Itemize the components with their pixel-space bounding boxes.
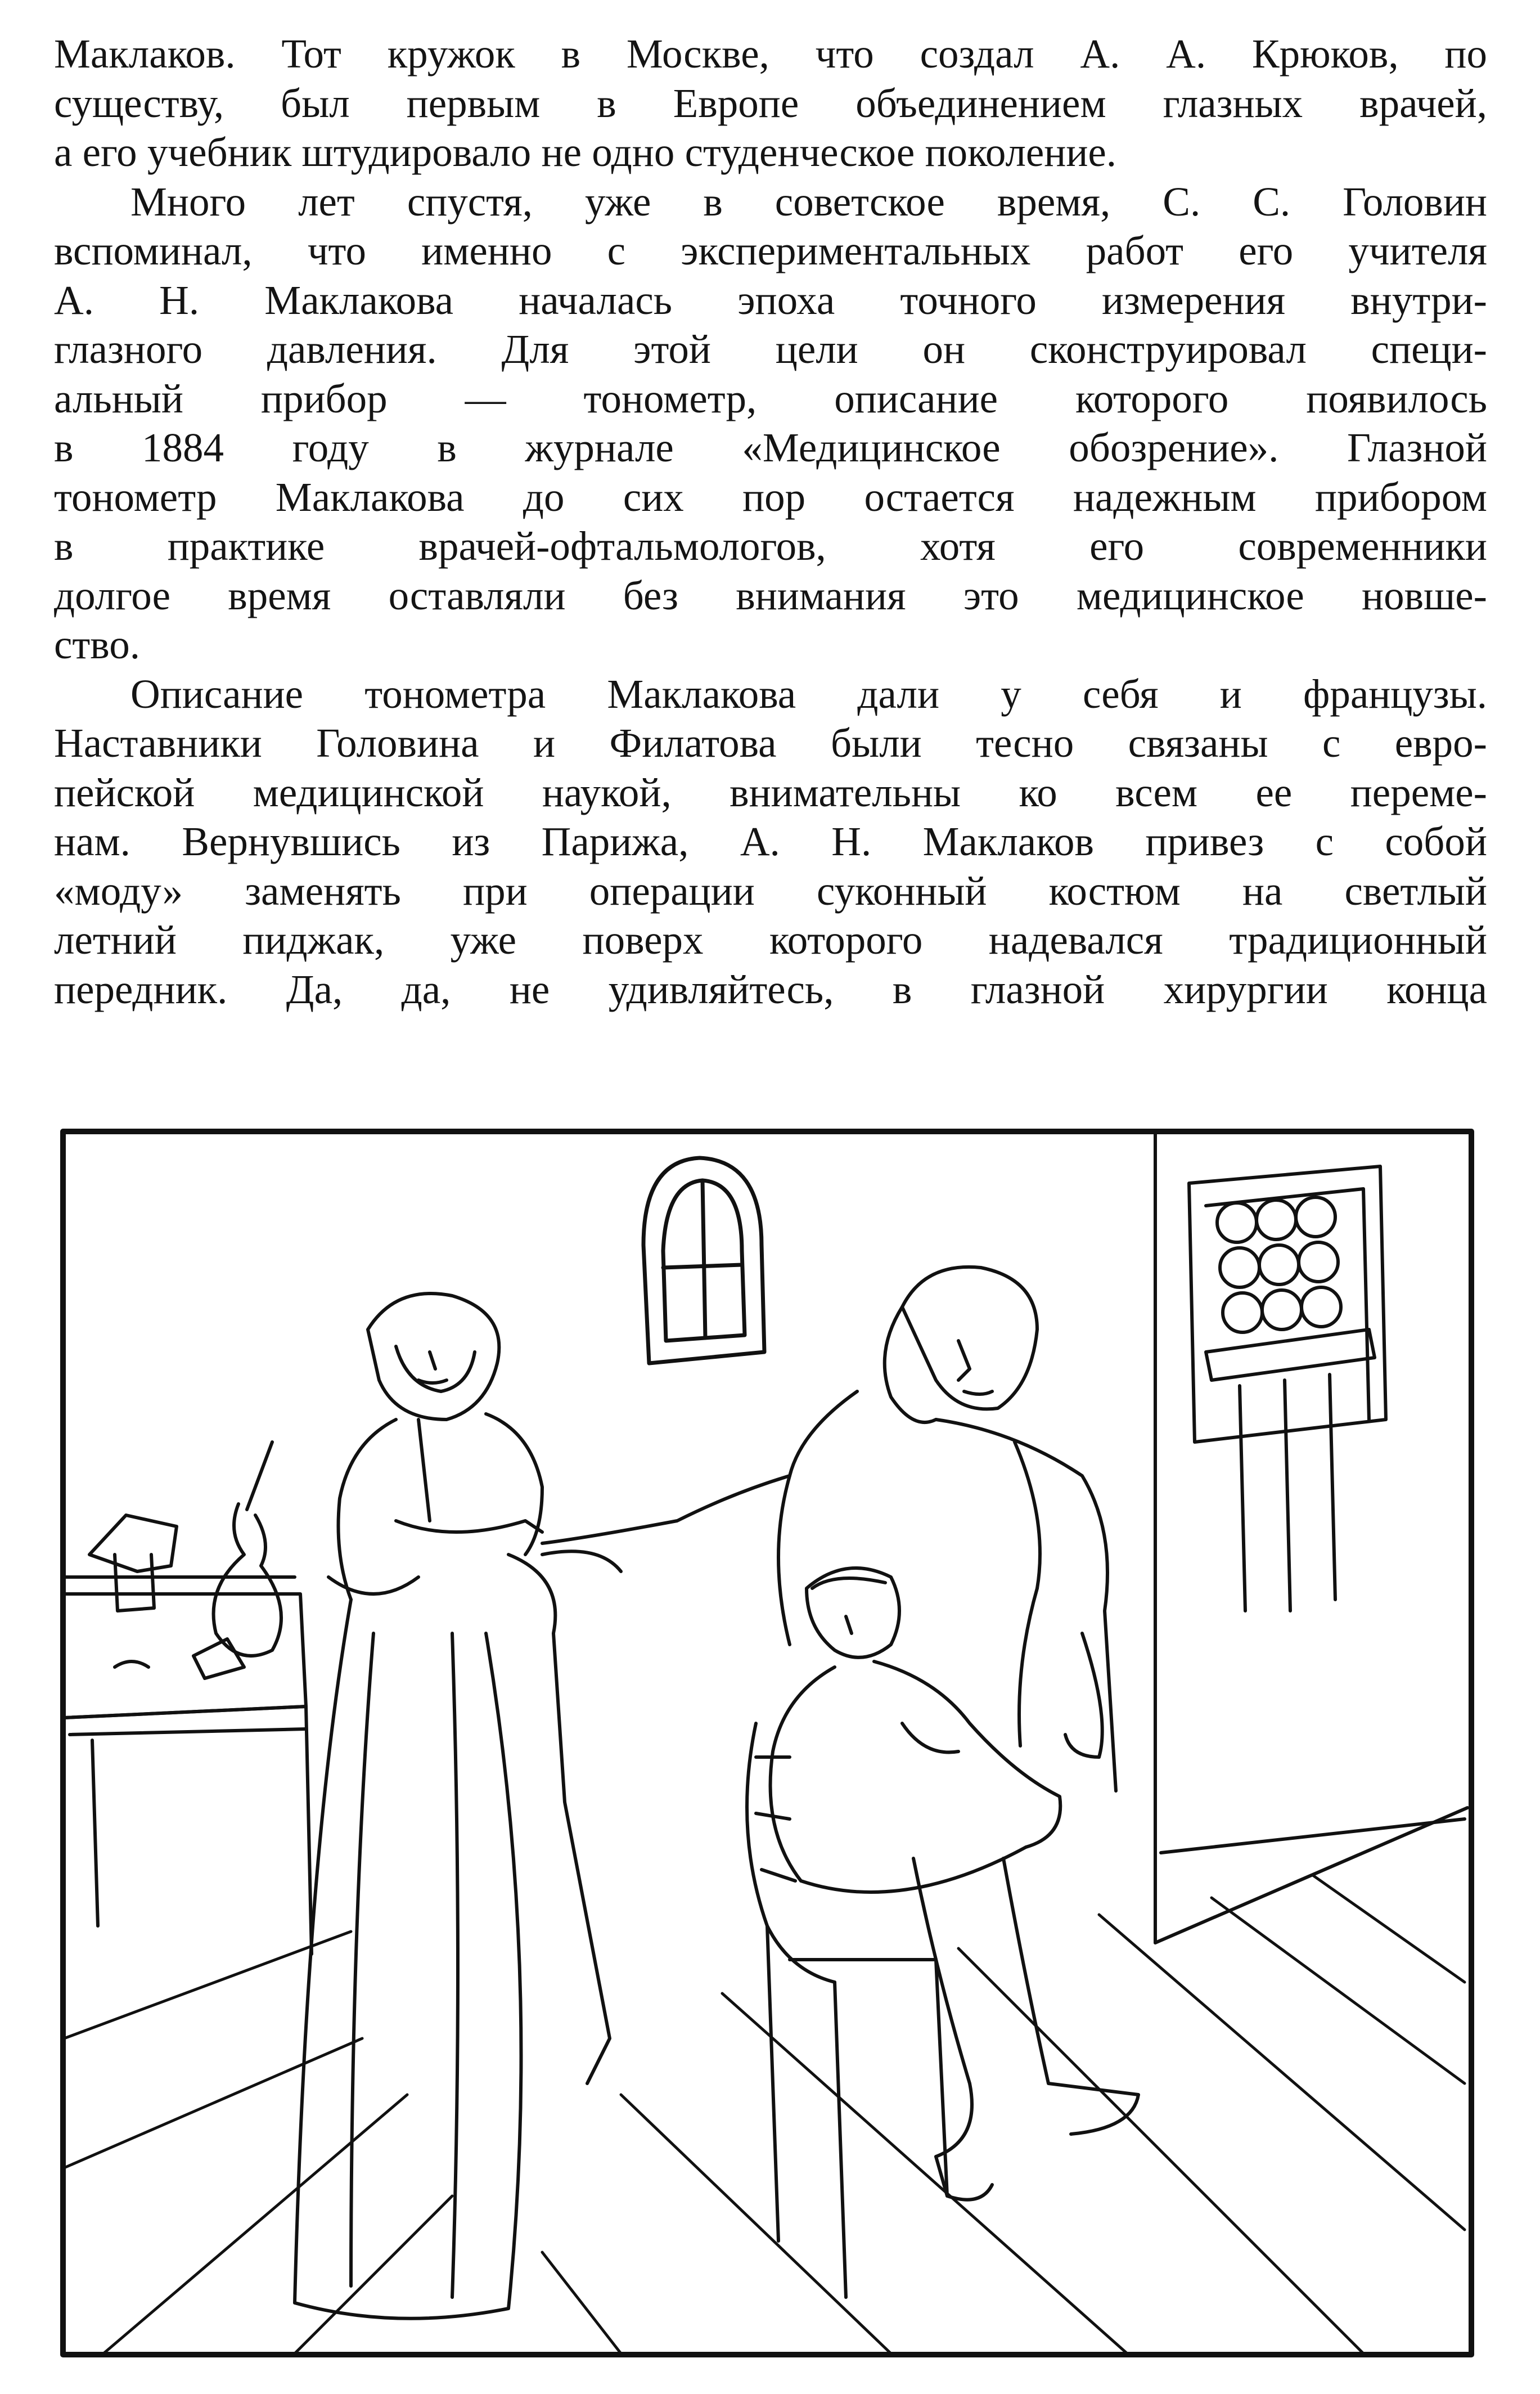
text-line: Маклаков. Тот кружок в Москве, что создал А. А. Крюков, по: [54, 31, 1487, 77]
table-objects: [89, 1442, 281, 1678]
text-line: альный прибор — тонометр, описание которого появилось: [54, 375, 1487, 421]
text-line: летний пиджак, уже поверх которого надевался традиционный: [54, 917, 1487, 963]
room-walls: [64, 1131, 1467, 1943]
text-line: передник. Да, да, не удивляйтесь, в глазной хирургии конца: [54, 966, 1487, 1012]
paragraph-1: [54, 29, 1487, 177]
illustration-frame: [63, 1131, 1471, 2355]
text-line: глазного давления. Для этой цели он сконструировал специ-: [54, 326, 1487, 372]
paragraph-3: [54, 670, 1487, 1014]
text-line: долгое время оставляли без внимания это медицинское новше-: [54, 572, 1487, 618]
text-line: а его учебник штудировало не одно студенческое поколение.: [54, 129, 1117, 175]
doctor-figure: [542, 1267, 1116, 1791]
text-line: Описание тонометра Маклакова дали у себя и французы.: [130, 671, 1487, 717]
arched-window: [643, 1158, 764, 1363]
chair: [747, 1723, 947, 2297]
text-line: вспоминал, что именно с экспериментальных работ его учителя: [54, 228, 1487, 273]
text-line: Много лет спустя, уже в советское время, С. С. Головин: [130, 178, 1487, 224]
text-line: в 1884 году в журнале «Медицинское обозрение». Глазной: [54, 425, 1487, 470]
body-text: [54, 29, 1487, 1014]
text-line: тонометр Маклакова до сих пор остается надежным прибором: [54, 474, 1487, 520]
text-line: пейской медицинской наукой, внимательны ко всем ее переме-: [54, 769, 1487, 815]
text-line: в практике врачей-офтальмологов, хотя его современники: [54, 523, 1487, 569]
illustration-drawing: [58, 1127, 1476, 2359]
text-line: нам. Вернувшись из Парижа, А. Н. Маклаков привез с собой: [54, 819, 1487, 864]
illustration: [58, 1127, 1476, 2359]
seated-boy-figure: [771, 1568, 1138, 2200]
text-line: «моду» заменять при операции суконный костюм на светлый: [54, 868, 1487, 914]
paragraph-2: [54, 177, 1487, 670]
text-line: А. Н. Маклакова началась эпоха точного измерения внутри-: [54, 277, 1487, 323]
text-line: Наставники Головина и Филатова были тесно связаны с евро-: [54, 720, 1487, 766]
leaded-window: [1189, 1166, 1386, 1611]
text-line: существу, был первым в Европе объединением глазных врачей,: [54, 80, 1487, 126]
floor-boards: [64, 1875, 1465, 2353]
text-line: ство.: [54, 622, 141, 667]
woman-figure: [295, 1293, 621, 2319]
